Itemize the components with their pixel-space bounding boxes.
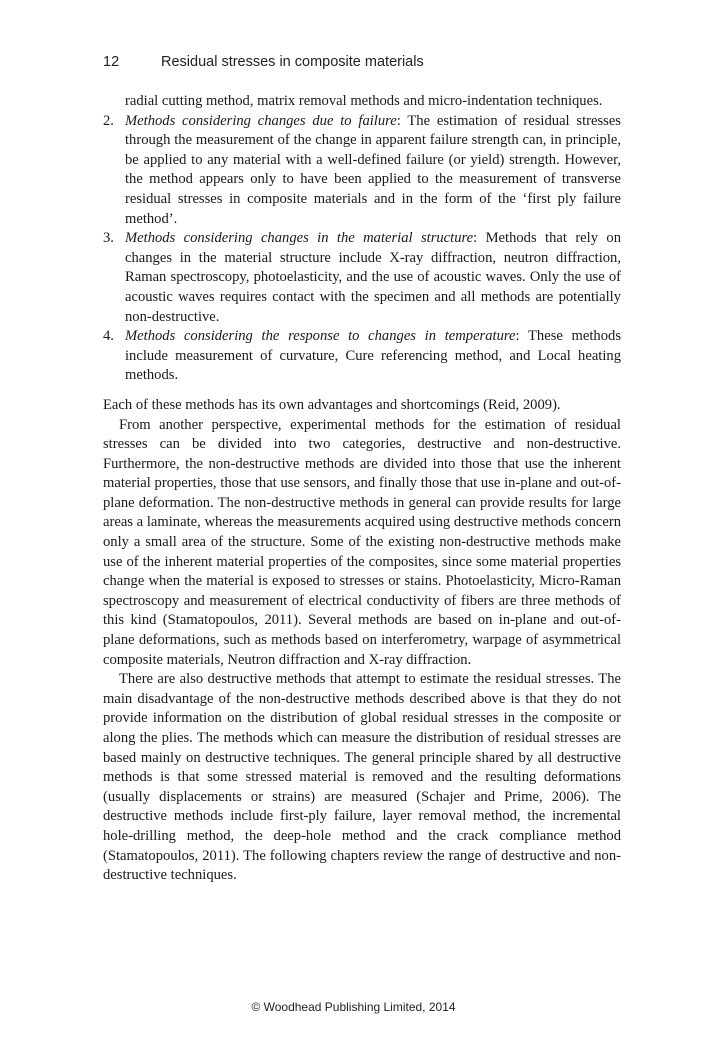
- list-item-title: Methods considering changes due to failure: [125, 112, 397, 129]
- running-header: [103, 54, 424, 70]
- paragraph: Each of these methods has its own advantages and shortcomings (Reid, 2009).: [103, 396, 561, 413]
- list-item-title: Methods considering changes in the material structure: [125, 230, 474, 247]
- list-item-text: : The estimation of residual stresses through the measurement of the change in apparent failure strength can, in principle, be applied to any material with a well-defined failure (or yield) strength. However, the method appears only to have been applied to the measurement of transverse residual stresses in composite materials and in the form of the ‘first ply failure method’.: [125, 112, 621, 227]
- page-number: 12: [103, 54, 120, 70]
- methods-list: [103, 112, 621, 386]
- list-item-number: 2.: [103, 112, 114, 129]
- list-item: [103, 229, 621, 327]
- list-continuation: radial cutting method, matrix removal methods and micro-indentation techniques.: [125, 93, 603, 109]
- running-title: Residual stresses in composite materials: [161, 54, 424, 70]
- list-item-title: Methods considering the response to changes in temperature: [125, 328, 516, 345]
- list-item: [103, 112, 621, 230]
- list-item-text: : These methods include measurement of curvature, Cure referencing method, and Local heating methods.: [125, 328, 621, 384]
- list-item: [103, 327, 621, 386]
- paragraph: There are also destructive methods that attempt to estimate the residual stresses. The main disadvantage of the non-destructive methods described above is that they do not provide information on the distribution of global residual stresses in the composite or along the plies. The methods which can measure the distribution of residual stresses are based mainly on destructive techniques. The general principle shared by all destructive methods is that some stressed material is removed and the resulting deformations (usually displacements or strains) are measured (Schajer and Prime, 2006). The destructive methods include first-ply failure, layer removal method, the incremental hole-drilling method, the deep-hole method and the crack compliance method (Stamatopoulos, 2011). The following chapters review the range of destructive and non-destructive techniques.: [103, 671, 621, 884]
- copyright-footer: © Woodhead Publishing Limited, 2014: [251, 1000, 456, 1014]
- list-item-text: : Methods that rely on changes in the material structure include X-ray diffraction, neutron diffraction, Raman spectroscopy, photoelasticity, and the use of acoustic waves. Only the use of acoustic waves requires contact with the specimen and all methods are potentially non-destructive.: [125, 230, 621, 325]
- body-text: [103, 92, 621, 886]
- list-item-number: 3.: [103, 230, 114, 247]
- list-item-number: 4.: [103, 328, 114, 345]
- paragraph: From another perspective, experimental methods for the estimation of residual stresses can be divided into two categories, destructive and non-destructive. Furthermore, the non-destructive methods are divided into those that use the inherent material properties, those that use sensors, and finally those that use in-plane and out-of-plane deformation. The non-destructive methods in general can provide results for large areas a laminate, whereas the measurements acquired using destructive methods concern only a small area of the structure. Some of the existing non-destructive methods make use of the inherent material properties of the composites, since some material properties change when the material is exposed to stresses or stains. Photoelasticity, Micro-Raman spectroscopy and measurement of electrical conductivity of fibers are three methods of this kind (Stamatopoulos, 2011). Several methods are based on in-plane and out-of-plane deformations, such as methods based on interferometry, warpage of asymmetrical composite materials, Neutron diffraction and X-ray diffraction.: [103, 416, 621, 668]
